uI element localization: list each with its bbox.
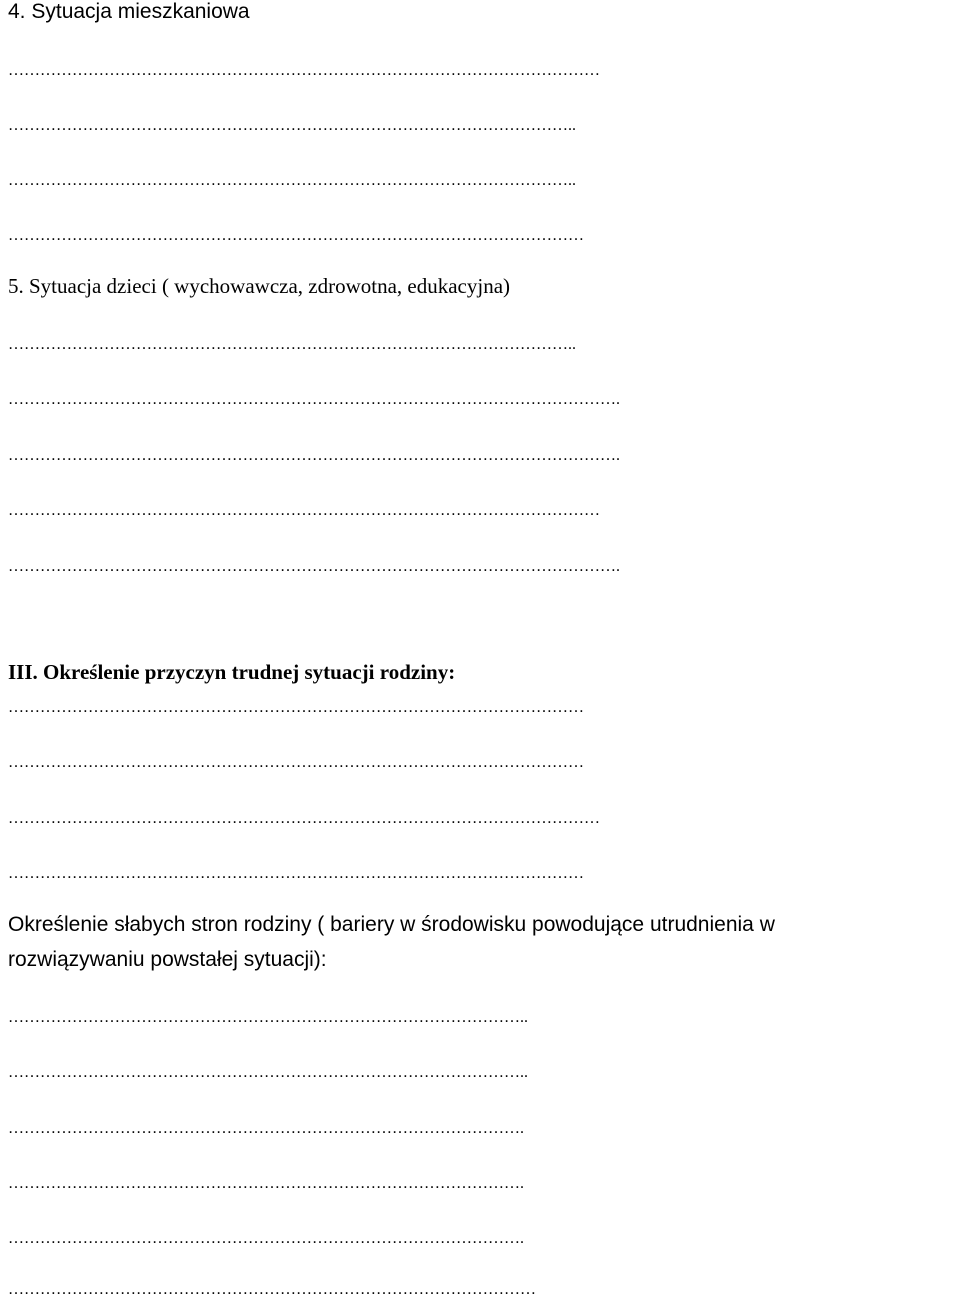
section-5-dot-line-2: ……………………………………………………………………………………………………. [8, 391, 620, 408]
weaknesses-dot-line-6: ……………………………………………………………………………………… [8, 1281, 536, 1298]
section-4-dot-line-1: ………………………………………………………………………………………………… [8, 62, 600, 79]
section-4-heading: 4. Sytuacja mieszkaniowa [8, 0, 250, 23]
section-iii-dot-line-1: ……………………………………………………………………………………………… [8, 699, 584, 716]
section-iii-dot-line-2: ……………………………………………………………………………………………… [8, 754, 584, 771]
weaknesses-dot-line-2: …………………………………………………………………………………….. [8, 1064, 528, 1081]
section-5-dot-line-1: …………………………………………………………………………………………….. [8, 336, 576, 353]
weaknesses-dot-line-3: ……………………………………………………………………………………. [8, 1120, 524, 1137]
weaknesses-heading-line-2: rozwiązywaniu powstałej sytuacji): [8, 948, 327, 971]
section-iii-heading: III. Określenie przyczyn trudnej sytuacji rodziny: [8, 660, 456, 684]
weaknesses-dot-line-4: ……………………………………………………………………………………. [8, 1175, 524, 1192]
weaknesses-heading-line-1: Określenie słabych stron rodziny ( bariery w środowisku powodujące utrudnienia w [8, 913, 775, 936]
section-4-dot-line-3: …………………………………………………………………………………………….. [8, 172, 576, 189]
section-iii-dot-line-3: ………………………………………………………………………………………………… [8, 810, 600, 827]
section-5-heading: 5. Sytuacja dzieci ( wychowawcza, zdrowotna, edukacyjna) [8, 274, 511, 298]
section-5-dot-line-3: ……………………………………………………………………………………………………. [8, 447, 620, 464]
weaknesses-dot-line-5: ……………………………………………………………………………………. [8, 1230, 524, 1247]
section-5-dot-line-4: ………………………………………………………………………………………………… [8, 502, 600, 519]
section-iii-dot-line-4: ……………………………………………………………………………………………… [8, 865, 584, 882]
section-4-dot-line-4: ……………………………………………………………………………………………… [8, 227, 584, 244]
weaknesses-dot-line-1: …………………………………………………………………………………….. [8, 1009, 528, 1026]
section-4-dot-line-2: …………………………………………………………………………………………….. [8, 117, 576, 134]
section-5-dot-line-5: ……………………………………………………………………………………………………. [8, 558, 620, 575]
